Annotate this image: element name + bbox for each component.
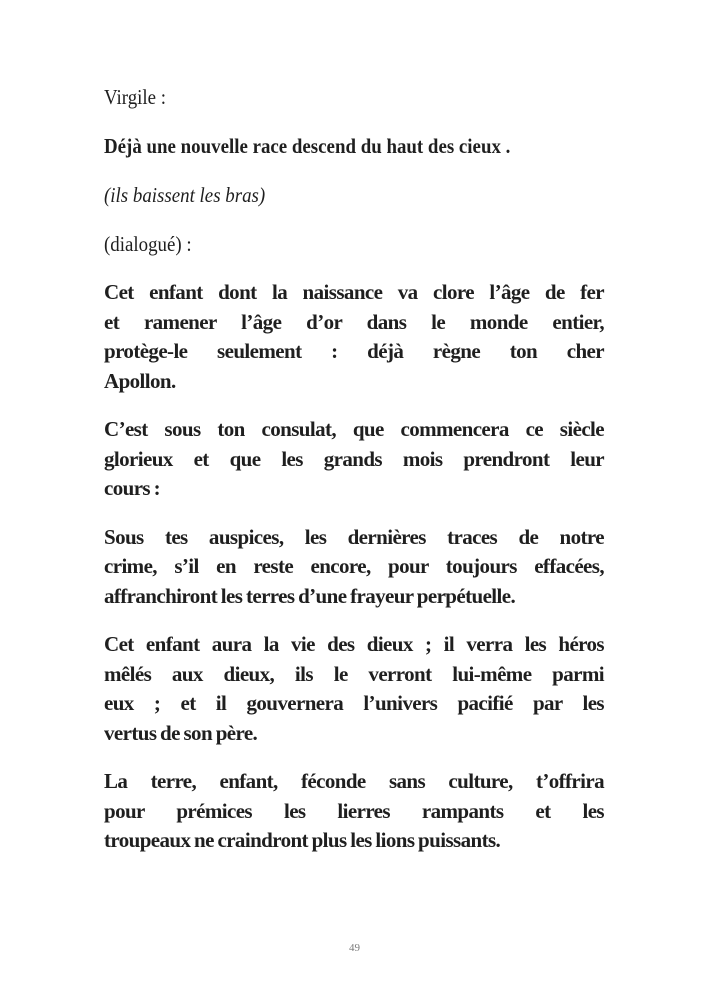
paragraph-line: mêlés aux dieux, ils le verront lui-même parmi — [104, 661, 604, 686]
paragraph-1 — [104, 278, 604, 396]
speaker-name: Virgile : — [104, 85, 167, 109]
page-body — [104, 82, 604, 875]
paragraph-3 — [104, 523, 604, 612]
paragraph-line: troupeaux ne craindront plus les lions puissants. — [104, 828, 501, 852]
paragraph-line: C’est sous ton consulat, que commencera ce siècle — [104, 417, 604, 441]
paragraph-line: Cet enfant dont la naissance va clore l’âge de fer — [104, 280, 604, 304]
stage-direction: (ils baissent les bras) — [104, 183, 266, 207]
paragraph-line: Apollon. — [104, 368, 176, 393]
paragraph-line: Sous tes auspices, les dernières traces de notre — [104, 524, 604, 549]
paragraph-line: eux ; et il gouvernera l’univers pacifié par les — [104, 691, 604, 715]
paragraph-line: cours : — [104, 476, 161, 500]
dialogue-line: Déjà une nouvelle race descend du haut des cieux . — [104, 134, 511, 158]
paragraph-4 — [104, 630, 604, 748]
delivery-mode: (dialogué) : — [104, 232, 192, 256]
paragraph-line: Cet enfant aura la vie des dieux ; il verra les héros — [104, 632, 604, 656]
paragraph-5 — [104, 767, 604, 856]
paragraph-line: affranchiront les terres d’une frayeur perpétuelle. — [104, 583, 516, 608]
paragraph-line: protège-le seulement : déjà règne ton cher — [104, 339, 604, 363]
paragraph-line: crime, s’il en reste encore, pour toujours effacées, — [104, 554, 604, 578]
paragraph-line: La terre, enfant, féconde sans culture, t’offrira — [104, 769, 604, 793]
paragraph-line: pour prémices les lierres rampants et les — [104, 798, 604, 823]
paragraph-line: et ramener l’âge d’or dans le monde entier, — [104, 309, 604, 334]
page-number: 49 — [349, 942, 360, 954]
paragraph-2 — [104, 415, 604, 504]
paragraph-line: glorieux et que les grands mois prendront leur — [104, 446, 604, 471]
paragraph-line: vertus de son père. — [104, 720, 258, 745]
